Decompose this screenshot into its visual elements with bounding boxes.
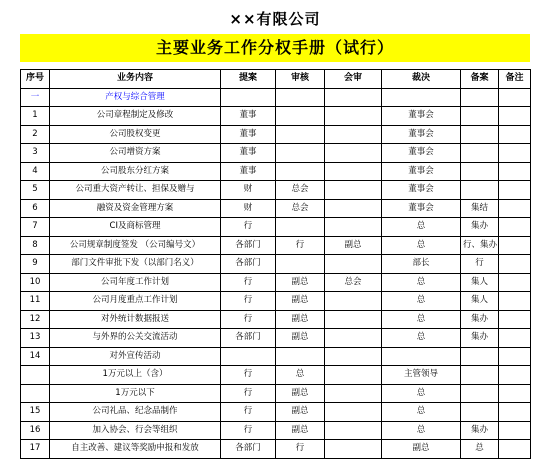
cell-review — [276, 347, 325, 366]
cell-review: 总会 — [276, 199, 325, 218]
cell-propose: 各部门 — [221, 255, 276, 274]
cell-review: 总 — [276, 366, 325, 385]
cell-note — [499, 255, 531, 274]
cell-decide: 董事会 — [382, 107, 461, 126]
cell-joint-review — [325, 403, 382, 422]
cell-note — [499, 403, 531, 422]
cell-note — [499, 144, 531, 163]
cell-decide: 总 — [382, 310, 461, 329]
cell-joint-review — [325, 384, 382, 403]
cell-decide: 董事会 — [382, 162, 461, 181]
cell-review — [276, 144, 325, 163]
cell-record: 集人 — [461, 273, 499, 292]
cell-propose: 各部门 — [221, 236, 276, 255]
table-row — [21, 329, 531, 348]
cell-number: 16 — [21, 421, 50, 440]
cell-record — [461, 347, 499, 366]
cell-review — [276, 107, 325, 126]
cell-number: 10 — [21, 273, 50, 292]
section-number: 一 — [21, 88, 50, 107]
cell-decide — [382, 347, 461, 366]
cell-number: 1 — [21, 107, 50, 126]
cell-joint-review — [325, 329, 382, 348]
header-row — [21, 70, 531, 89]
cell-record — [461, 366, 499, 385]
cell-record: 集办 — [461, 218, 499, 237]
col-header-joint-review: 会审 — [325, 70, 382, 89]
table-row — [21, 218, 531, 237]
col-header-review: 审核 — [276, 70, 325, 89]
cell-record — [461, 181, 499, 200]
cell-record — [461, 107, 499, 126]
cell-propose: 董事 — [221, 162, 276, 181]
cell-number: 13 — [21, 329, 50, 348]
cell-propose: 行 — [221, 384, 276, 403]
table-row — [21, 107, 531, 126]
cell-note — [499, 292, 531, 311]
col-header-note: 备注 — [499, 70, 531, 89]
cell-content: 公司增资方案 — [50, 144, 221, 163]
cell-note — [499, 162, 531, 181]
cell-content: 公司股权变更 — [50, 125, 221, 144]
col-header-decide: 裁决 — [382, 70, 461, 89]
cell-joint-review — [325, 125, 382, 144]
cell-review — [276, 125, 325, 144]
cell-decide: 总 — [382, 329, 461, 348]
cell-propose: 行 — [221, 218, 276, 237]
cell-review: 副总 — [276, 421, 325, 440]
cell-number — [21, 384, 50, 403]
cell-record: 集办 — [461, 329, 499, 348]
cell-content: 与外界的公关交流活动 — [50, 329, 221, 348]
cell-propose: 行 — [221, 273, 276, 292]
cell-review: 副总 — [276, 292, 325, 311]
cell-joint-review — [325, 366, 382, 385]
cell-joint-review — [325, 440, 382, 459]
col-header-content: 业务内容 — [50, 70, 221, 89]
table-row — [21, 440, 531, 459]
cell-content: 1万元以上（含） — [50, 366, 221, 385]
cell-decide: 总 — [382, 236, 461, 255]
cell-review: 副总 — [276, 329, 325, 348]
cell-note — [499, 310, 531, 329]
cell-record: 集人 — [461, 292, 499, 311]
cell-propose: 各部门 — [221, 440, 276, 459]
cell-decide: 总 — [382, 218, 461, 237]
cell-note — [499, 199, 531, 218]
cell-content: 1万元以下 — [50, 384, 221, 403]
cell-decide: 总 — [382, 403, 461, 422]
cell-content: 自主改善、建议等奖励申报和发放 — [50, 440, 221, 459]
cell-propose: 行 — [221, 421, 276, 440]
cell-number: 17 — [21, 440, 50, 459]
cell-propose — [221, 347, 276, 366]
document-title: 主要业务工作分权手册（试行） — [20, 34, 530, 62]
cell-note — [499, 384, 531, 403]
table-row — [21, 125, 531, 144]
cell-note — [499, 107, 531, 126]
cell-decide: 部长 — [382, 255, 461, 274]
cell-propose: 各部门 — [221, 329, 276, 348]
section-row — [21, 88, 531, 107]
table-row — [21, 181, 531, 200]
cell-review — [276, 255, 325, 274]
cell-record: 集办 — [461, 421, 499, 440]
cell-number: 7 — [21, 218, 50, 237]
cell-decide: 董事会 — [382, 199, 461, 218]
cell-propose: 行 — [221, 292, 276, 311]
cell-content: 公司股东分红方案 — [50, 162, 221, 181]
cell-propose: 行 — [221, 310, 276, 329]
cell-content: 公司年度工作计划 — [50, 273, 221, 292]
cell-decide: 董事会 — [382, 144, 461, 163]
cell-record: 行 — [461, 255, 499, 274]
cell-decide: 主管领导 — [382, 366, 461, 385]
cell-joint-review — [325, 144, 382, 163]
authority-table — [20, 69, 531, 459]
cell-joint-review — [325, 255, 382, 274]
cell-propose: 财 — [221, 181, 276, 200]
cell-note — [499, 125, 531, 144]
cell-decide: 总 — [382, 384, 461, 403]
cell-number: 5 — [21, 181, 50, 200]
cell-decide: 董事会 — [382, 125, 461, 144]
cell-number: 15 — [21, 403, 50, 422]
cell-number — [21, 366, 50, 385]
cell-review: 副总 — [276, 310, 325, 329]
cell-propose: 财 — [221, 199, 276, 218]
cell-note — [499, 366, 531, 385]
cell-content: 公司礼品、纪念品制作 — [50, 403, 221, 422]
cell-joint-review: 总会 — [325, 273, 382, 292]
cell-review: 副总 — [276, 403, 325, 422]
cell-joint-review — [325, 347, 382, 366]
table-row — [21, 421, 531, 440]
cell-joint-review — [325, 292, 382, 311]
cell-content: 公司规章制度签发 （公司编号文） — [50, 236, 221, 255]
cell-note — [499, 218, 531, 237]
cell-note — [499, 347, 531, 366]
cell-number: 6 — [21, 199, 50, 218]
cell-record: 行、集办 — [461, 236, 499, 255]
cell-record — [461, 162, 499, 181]
cell-joint-review — [325, 107, 382, 126]
cell-content: 融资及资金管理方案 — [50, 199, 221, 218]
cell-review: 行 — [276, 440, 325, 459]
cell-decide: 董事会 — [382, 181, 461, 200]
cell-note — [499, 236, 531, 255]
col-header-record: 备案 — [461, 70, 499, 89]
table-row — [21, 255, 531, 274]
cell-review: 副总 — [276, 273, 325, 292]
cell-record — [461, 403, 499, 422]
cell-content: 公司月度重点工作计划 — [50, 292, 221, 311]
cell-decide: 总 — [382, 292, 461, 311]
table-subrow — [21, 366, 531, 385]
cell-review — [276, 162, 325, 181]
cell-propose: 董事 — [221, 125, 276, 144]
cell-record: 集办 — [461, 310, 499, 329]
cell-number: 14 — [21, 347, 50, 366]
cell-content: CI及商标管理 — [50, 218, 221, 237]
table-row — [21, 144, 531, 163]
cell-number: 8 — [21, 236, 50, 255]
cell-propose: 董事 — [221, 144, 276, 163]
cell-number: 11 — [21, 292, 50, 311]
cell-joint-review — [325, 162, 382, 181]
cell-number: 12 — [21, 310, 50, 329]
cell-joint-review — [325, 199, 382, 218]
cell-note — [499, 181, 531, 200]
table-row — [21, 236, 531, 255]
cell-record — [461, 384, 499, 403]
cell-review: 总会 — [276, 181, 325, 200]
cell-record: 集结 — [461, 199, 499, 218]
cell-note — [499, 440, 531, 459]
cell-record: 总 — [461, 440, 499, 459]
cell-number: 3 — [21, 144, 50, 163]
cell-review: 副总 — [276, 384, 325, 403]
cell-note — [499, 273, 531, 292]
cell-review — [276, 218, 325, 237]
table-row — [21, 199, 531, 218]
cell-content: 对外宣传活动 — [50, 347, 221, 366]
cell-joint-review — [325, 218, 382, 237]
table-row — [21, 310, 531, 329]
cell-decide: 总 — [382, 273, 461, 292]
table-row — [21, 347, 531, 366]
cell-joint-review: 副总 — [325, 236, 382, 255]
company-name: ××有限公司 — [229, 10, 321, 28]
cell-number: 4 — [21, 162, 50, 181]
table-row — [21, 292, 531, 311]
cell-joint-review — [325, 310, 382, 329]
cell-content: 对外统计数据报送 — [50, 310, 221, 329]
cell-decide: 总 — [382, 421, 461, 440]
cell-number: 2 — [21, 125, 50, 144]
col-header-no: 序号 — [21, 70, 50, 89]
col-header-propose: 提案 — [221, 70, 276, 89]
cell-record — [461, 125, 499, 144]
section-title: 产权与综合管理 — [50, 88, 221, 107]
cell-review: 行 — [276, 236, 325, 255]
cell-content: 公司章程制定及修改 — [50, 107, 221, 126]
cell-content: 公司重大资产转让、担保及赠与 — [50, 181, 221, 200]
cell-propose: 董事 — [221, 107, 276, 126]
cell-joint-review — [325, 181, 382, 200]
table-row — [21, 273, 531, 292]
cell-record — [461, 144, 499, 163]
cell-content: 加入协会、行会等组织 — [50, 421, 221, 440]
cell-number: 9 — [21, 255, 50, 274]
cell-propose: 行 — [221, 403, 276, 422]
table-row — [21, 162, 531, 181]
cell-note — [499, 329, 531, 348]
table-subrow — [21, 384, 531, 403]
cell-joint-review — [325, 421, 382, 440]
cell-content: 部门文件审批下发（以部门名义） — [50, 255, 221, 274]
cell-decide: 副总 — [382, 440, 461, 459]
cell-propose: 行 — [221, 366, 276, 385]
table-row — [21, 403, 531, 422]
cell-note — [499, 421, 531, 440]
